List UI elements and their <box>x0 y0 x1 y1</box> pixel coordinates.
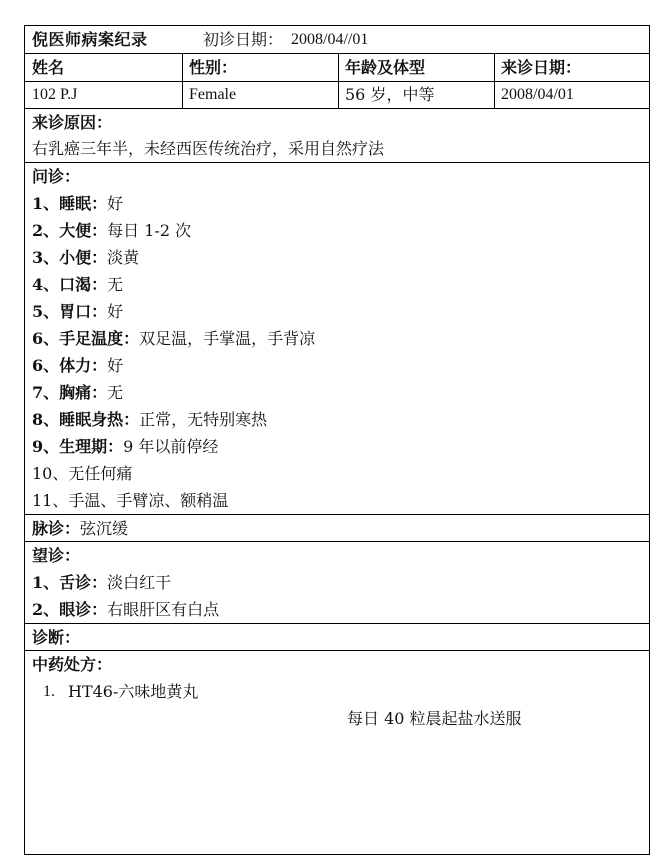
inquiry-key: 5、胃口： <box>32 302 108 321</box>
inquiry-key: 6、手足温度： <box>32 329 140 348</box>
row-divider <box>25 81 649 82</box>
header-age-build: 年龄及体型 <box>345 58 426 77</box>
column-divider <box>494 53 495 108</box>
inquiry-key: 1、睡眠： <box>32 194 108 213</box>
inquiry-item <box>32 221 191 241</box>
inspection-label: 望诊： <box>32 546 81 565</box>
inquiry-value: 淡黄 <box>107 248 140 267</box>
inquiry-key: 3、小便： <box>32 248 108 267</box>
inquiry-key: 4、口渴： <box>32 275 108 294</box>
inquiry-key: 8、睡眠身热： <box>32 410 140 429</box>
inquiry-label: 问诊： <box>32 167 81 186</box>
inquiry-item <box>32 383 123 403</box>
row-divider <box>25 623 649 624</box>
inquiry-value: 好 <box>107 194 124 213</box>
reason-text: 右乳癌三年半，未经西医传统治疗，采用自然疗法 <box>32 139 385 158</box>
prescription-item: HT46-六味地黄丸 <box>68 682 199 701</box>
row-divider <box>25 514 649 515</box>
inspection-item <box>32 600 219 620</box>
inspection-value: 淡白红干 <box>107 573 172 592</box>
diagnosis-label: 诊断： <box>32 628 81 647</box>
patient-id: 102 P.J <box>32 86 78 103</box>
record-title: 倪医师病案纪录 <box>32 30 148 49</box>
pulse-row <box>32 519 128 539</box>
reason-label: 来诊原因： <box>32 113 113 132</box>
pulse-label: 脉诊： <box>32 519 81 538</box>
inspection-item <box>32 573 171 593</box>
inquiry-item <box>32 356 123 376</box>
inquiry-key: 7、胸痛： <box>32 383 108 402</box>
inquiry-value: 好 <box>107 302 124 321</box>
row-divider <box>25 53 649 54</box>
pulse-text: 弦沉缓 <box>80 519 129 538</box>
inquiry-key: 2、大便： <box>32 221 108 240</box>
inquiry-value: 好 <box>107 356 124 375</box>
header-visit-date: 来诊日期： <box>501 58 582 77</box>
first-visit-date: 2008/04//01 <box>291 31 369 48</box>
inspection-key: 2、眼诊： <box>32 600 108 619</box>
inquiry-value: 9 年以前停经 <box>123 437 219 456</box>
prescription-label: 中药处方： <box>32 655 113 674</box>
inspection-key: 1、舌诊： <box>32 573 108 592</box>
inquiry-item <box>32 464 132 484</box>
row-divider <box>25 108 649 109</box>
inquiry-value: 11、手温、手臂凉、额稍温 <box>32 491 229 510</box>
row-divider <box>25 650 649 651</box>
inquiry-value: 无 <box>107 275 124 294</box>
column-divider <box>182 53 183 108</box>
inquiry-value: 正常，无特别寒热 <box>139 410 268 429</box>
patient-age-build: 56 岁，中等 <box>345 85 435 104</box>
prescription-dosage: 每日 40 粒晨起盐水送服 <box>347 709 522 728</box>
inquiry-value: 每日 1-2 次 <box>107 221 192 240</box>
inquiry-item <box>32 302 123 322</box>
header-gender: 性别： <box>189 58 238 77</box>
inquiry-item <box>32 194 123 214</box>
header-name: 姓名 <box>32 58 65 77</box>
visit-date: 2008/04/01 <box>501 86 574 103</box>
inquiry-value: 无 <box>107 383 124 402</box>
inquiry-value: 双足温，手掌温，手背凉 <box>139 329 316 348</box>
patient-gender: Female <box>189 86 237 103</box>
medical-record-sheet <box>24 25 650 855</box>
row-divider <box>25 162 649 163</box>
inquiry-value: 10、无任何痛 <box>32 464 133 483</box>
inquiry-item <box>32 329 315 349</box>
inquiry-item <box>32 248 139 268</box>
inquiry-item <box>32 410 267 430</box>
column-divider <box>338 53 339 108</box>
inquiry-item <box>32 491 228 511</box>
inquiry-item <box>32 275 123 295</box>
inspection-value: 右眼肝区有白点 <box>107 600 220 619</box>
inquiry-item <box>32 437 218 457</box>
row-divider <box>25 541 649 542</box>
inquiry-key: 6、体力： <box>32 356 108 375</box>
prescription-item-number: 1. <box>43 683 55 700</box>
inquiry-key: 9、生理期： <box>32 437 124 456</box>
first-visit-label: 初诊日期： <box>203 30 284 49</box>
